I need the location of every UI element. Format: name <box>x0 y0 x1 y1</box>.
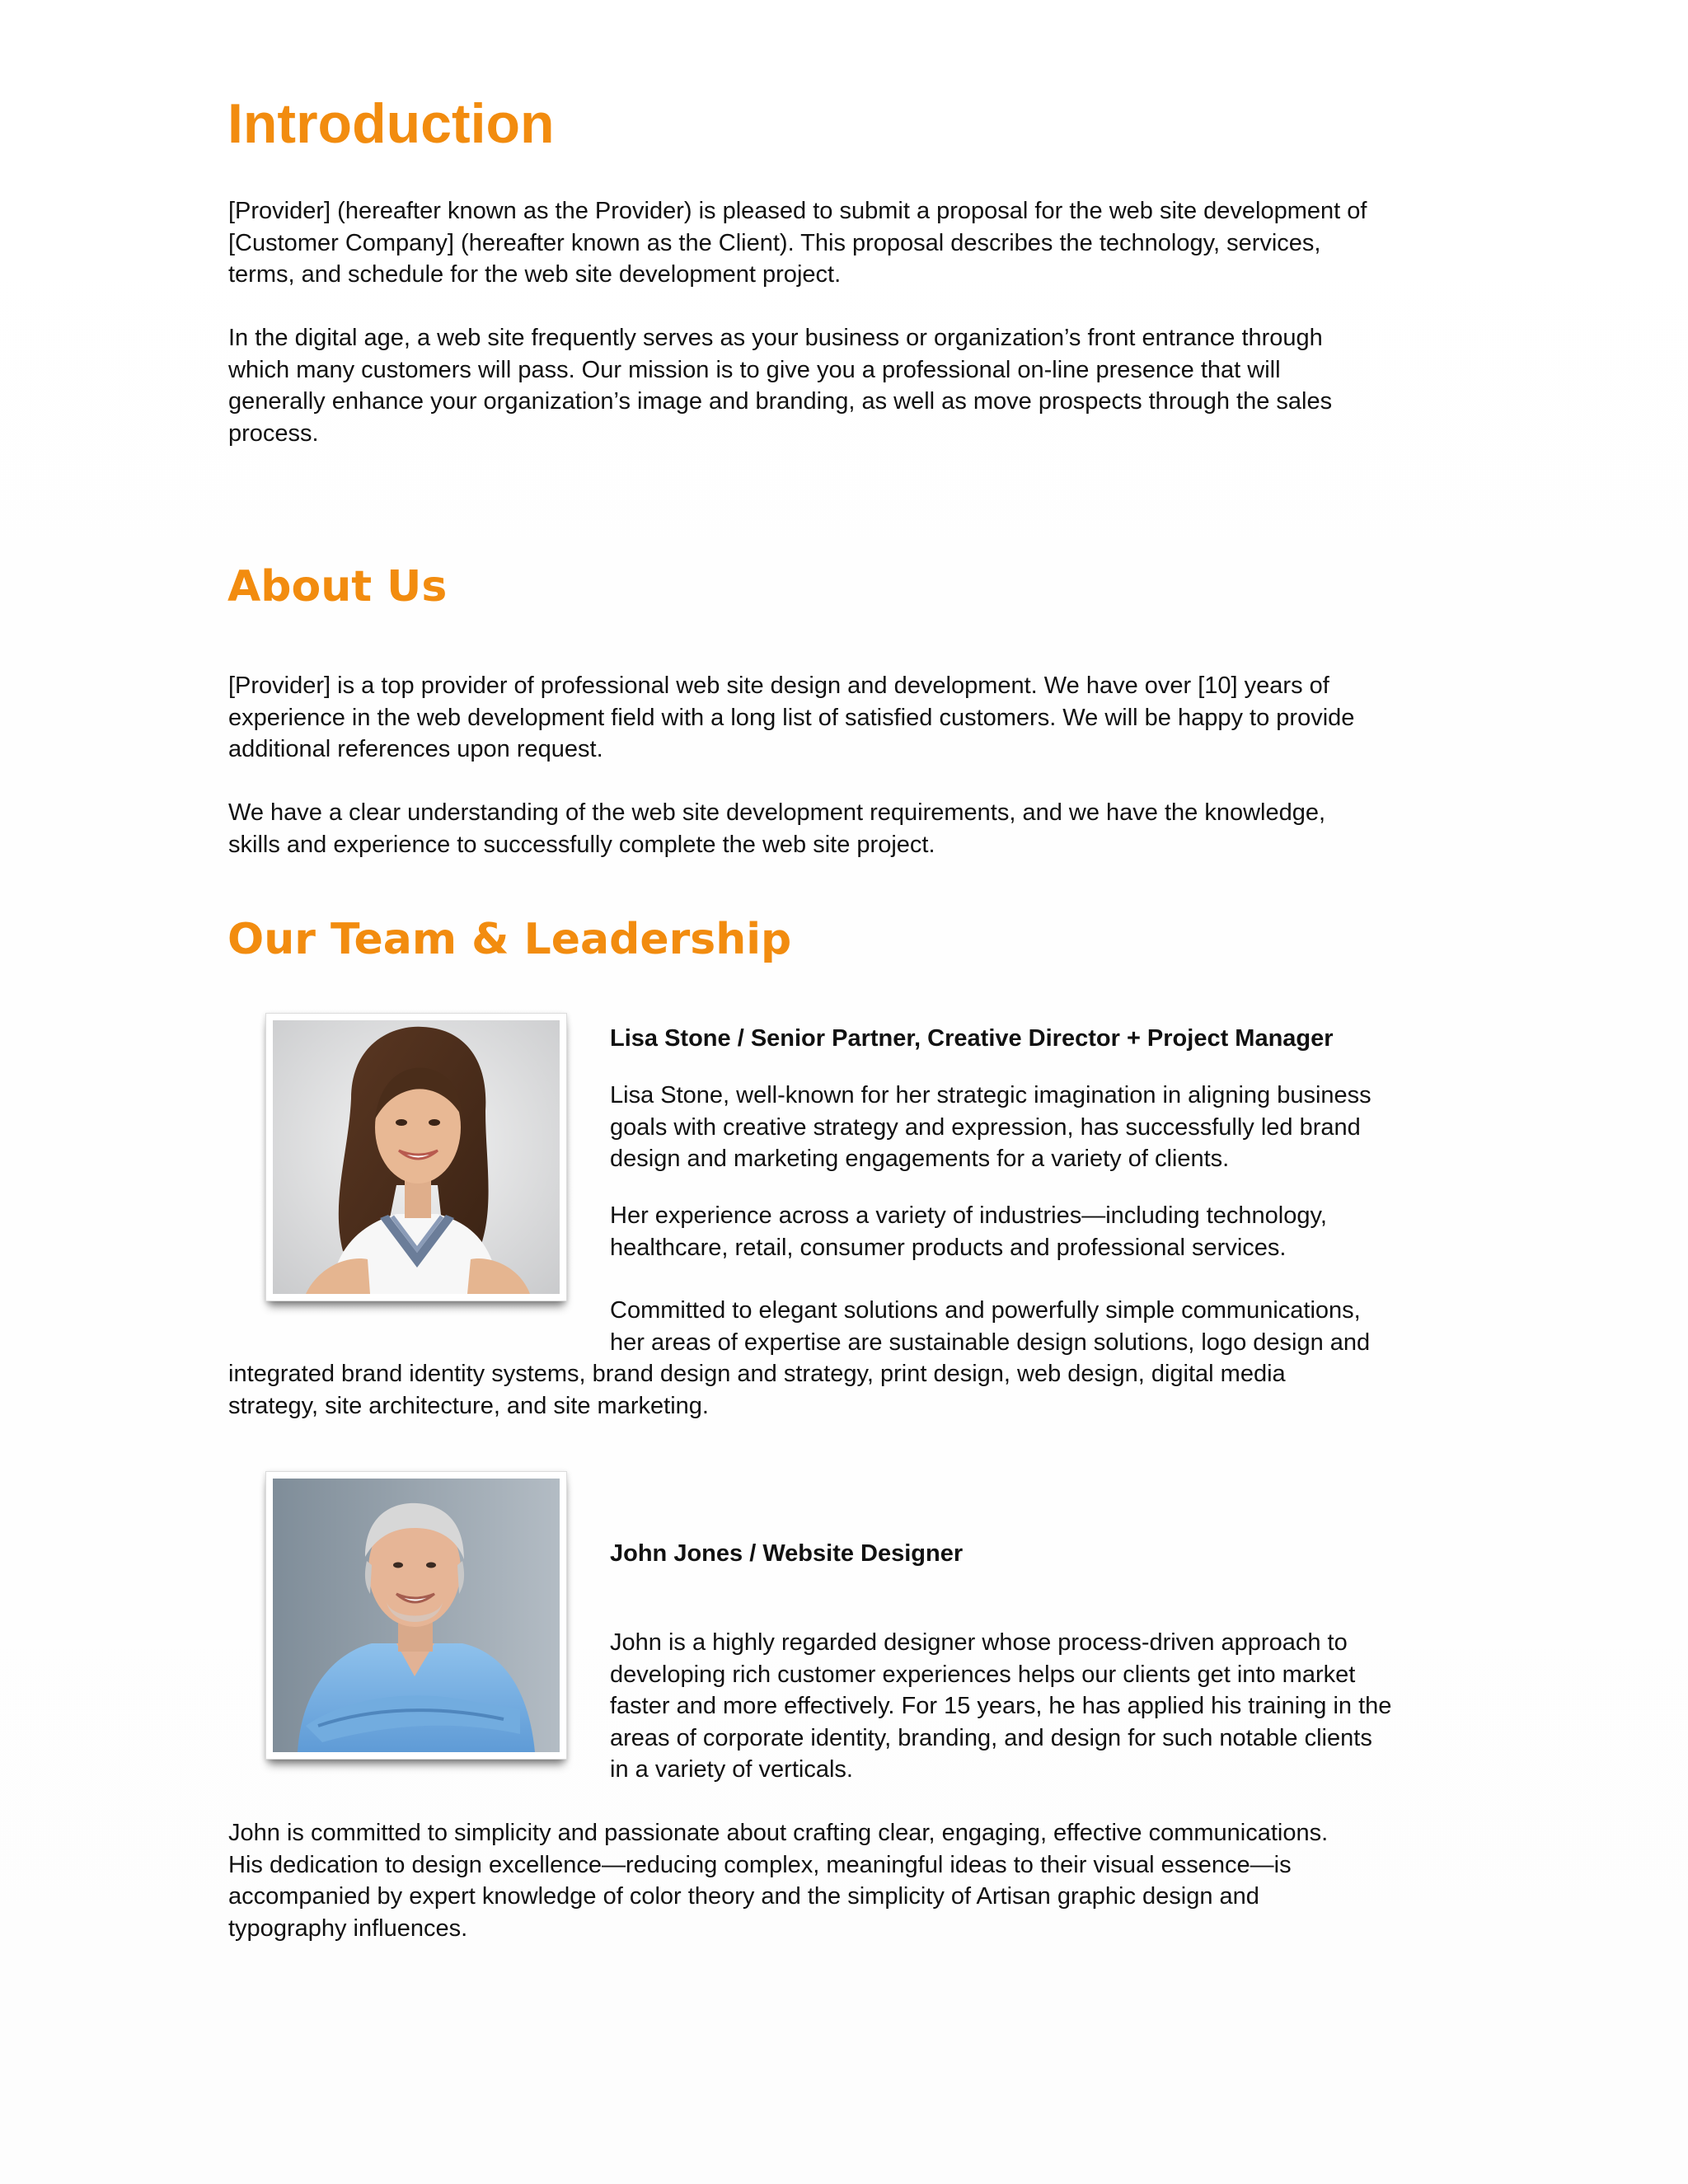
team-heading: Our Team & Leadership <box>227 915 792 964</box>
text-line: faster and more effectively. For 15 years, he has applied his training in the <box>610 1693 1392 1719</box>
intro-heading: Introduction <box>227 92 555 155</box>
text-line: generally enhance your organization’s image and branding, as well as move prospects through the sales <box>228 388 1333 415</box>
text-line: Committed to elegant solutions and powerfully simple communications, <box>610 1297 1361 1324</box>
text-line: His dedication to design excellence—reducing complex, meaningful ideas to their visual essence—is <box>228 1851 1292 1878</box>
text-line: We have a clear understanding of the web site development requirements, and we have the knowledge, <box>228 799 1326 826</box>
text-line: areas of corporate identity, branding, and design for such notable clients <box>610 1724 1372 1751</box>
text-line: which many customers will pass. Our mission is to give you a professional on-line presence that will <box>228 356 1281 383</box>
text-line: [Customer Company] (hereafter known as the Client). This proposal describes the technology, services, <box>228 229 1321 256</box>
about-paragraph-2 <box>228 797 1325 860</box>
text-line: accompanied by expert knowledge of color theory and the simplicity of Artisan graphic design and <box>228 1883 1259 1910</box>
text-line: integrated brand identity systems, brand design and strategy, print design, web design, digital media <box>228 1361 1286 1387</box>
text-line: In the digital age, a web site frequently serves as your business or organization’s front entrance through <box>228 325 1323 351</box>
text-line: John is committed to simplicity and passionate about crafting clear, engaging, effective communications. <box>228 1820 1329 1846</box>
text-line: John is a highly regarded designer whose process-driven approach to <box>610 1629 1348 1656</box>
lisa-stone-paragraph-2 <box>610 1200 1327 1263</box>
text-line: skills and experience to successfully complete the web site project. <box>228 831 935 858</box>
text-line: Her experience across a variety of industries—including technology, <box>610 1202 1327 1229</box>
text-line: experience in the web development field with a long list of satisfied customers. We will be happy to provide <box>228 704 1355 731</box>
lisa-stone-paragraph-3 <box>610 1295 1370 1358</box>
john-jones-paragraph-2 <box>228 1817 1328 1944</box>
about-paragraph-1 <box>228 670 1354 766</box>
john-jones-title: John Jones / Website Designer <box>610 1540 964 1567</box>
text-line: terms, and schedule for the web site development project. <box>228 261 842 288</box>
intro-paragraph-1 <box>228 195 1367 291</box>
text-line: design and marketing engagements for a variety of clients. <box>610 1146 1230 1172</box>
lisa-stone-photo <box>265 1013 567 1301</box>
lisa-stone-paragraph-1 <box>610 1080 1372 1175</box>
text-line: healthcare, retail, consumer products and professional services. <box>610 1234 1287 1261</box>
text-line: her areas of expertise are sustainable design solutions, logo design and <box>610 1329 1371 1356</box>
text-line: Lisa Stone, well-known for her strategic imagination in aligning business <box>610 1082 1372 1108</box>
text-line: in a variety of verticals. <box>610 1756 853 1783</box>
lisa-stone-paragraph-3-continued <box>228 1358 1286 1422</box>
text-line: strategy, site architecture, and site marketing. <box>228 1392 709 1419</box>
text-line: [Provider] is a top provider of professional web site design and development. We have over [10] years of <box>228 673 1329 699</box>
woman-portrait-image <box>273 1020 560 1294</box>
lisa-stone-title: Lisa Stone / Senior Partner, Creative Director + Project Manager <box>610 1025 1334 1052</box>
john-jones-photo <box>265 1471 567 1760</box>
intro-paragraph-2 <box>228 322 1332 449</box>
text-line: goals with creative strategy and expression, has successfully led brand <box>610 1113 1361 1141</box>
john-jones-paragraph-1 <box>610 1627 1391 1786</box>
text-line: typography influences. <box>228 1915 468 1942</box>
text-line: [Provider] (hereafter known as the Provider) is pleased to submit a proposal for the web site development of <box>228 198 1367 224</box>
about-heading: About Us <box>227 562 448 612</box>
text-line: developing rich customer experiences helps our clients get into market <box>610 1661 1356 1688</box>
text-line: additional references upon request. <box>228 736 603 762</box>
man-portrait-image <box>273 1479 560 1752</box>
text-line: process. <box>228 419 319 447</box>
